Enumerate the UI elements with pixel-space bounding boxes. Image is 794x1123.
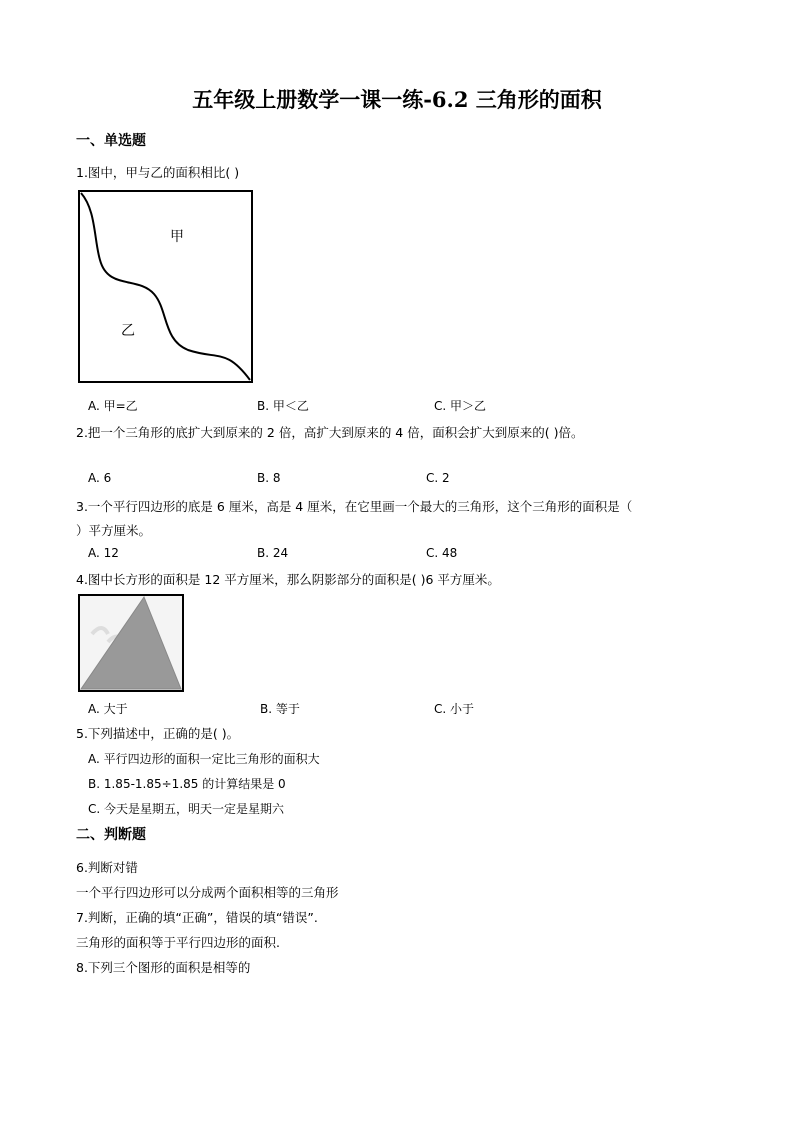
region-b-label: 乙 — [121, 323, 135, 339]
section-heading-single-choice: 一、单选题 — [76, 133, 146, 149]
question-2-text: 2.把一个三角形的底扩大到原来的 2 倍，高扩大到原来的 4 倍，面积会扩大到原来的( )倍。 — [76, 425, 584, 440]
question-1-text: 1.图中，甲与乙的面积相比( ) — [76, 165, 240, 180]
question-3-option-b[interactable]: B. 24 — [257, 546, 289, 560]
question-7-text-line1: 7.判断，正确的填“正确”，错误的填“错误”. — [76, 910, 318, 925]
question-1-option-c[interactable]: C. 甲＞乙 — [434, 399, 487, 413]
question-6-text-line1: 6.判断对错 — [76, 860, 138, 875]
page-title: 五年级上册数学一课一练-6.2 三角形的面积 — [192, 87, 602, 112]
question-3-text-line1: 3.一个平行四边形的底是 6 厘米，高是 4 厘米，在它里画一个最大的三角形，这个三角形的面积是（ — [76, 499, 633, 514]
question-7-text-line2: 三角形的面积等于平行四边形的面积. — [76, 935, 280, 950]
question-2-option-a[interactable]: A. 6 — [88, 471, 112, 485]
question-3-option-c[interactable]: C. 48 — [426, 546, 458, 560]
square-outline — [79, 191, 252, 382]
question-1-option-a[interactable]: A. 甲=乙 — [88, 399, 138, 413]
question-4-text: 4.图中长方形的面积是 12 平方厘米，那么阴影部分的面积是( )6 平方厘米。 — [76, 572, 500, 587]
question-4-option-a[interactable]: A. 大于 — [88, 702, 128, 716]
question-4-figure — [78, 594, 184, 692]
question-8-text: 8.下列三个图形的面积是相等的 — [76, 960, 251, 975]
question-6-text-line2: 一个平行四边形可以分成两个面积相等的三角形 — [76, 885, 339, 900]
question-5-option-a[interactable]: A. 平行四边形的面积一定比三角形的面积大 — [88, 752, 320, 766]
question-5-text: 5.下列描述中，正确的是( )。 — [76, 726, 240, 741]
question-2-option-c[interactable]: C. 2 — [426, 471, 450, 485]
question-3-option-a[interactable]: A. 12 — [88, 546, 119, 560]
question-4-option-b[interactable]: B. 等于 — [260, 702, 300, 716]
curve-square-diagram — [78, 190, 253, 383]
question-1-figure — [78, 190, 253, 383]
question-5-option-c[interactable]: C. 今天是星期五，明天一定是星期六 — [88, 802, 285, 816]
question-5-option-b[interactable]: B. 1.85-1.85÷1.85 的计算结果是 0 — [88, 777, 286, 791]
question-4-option-c[interactable]: C. 小于 — [434, 702, 475, 716]
question-1-option-b[interactable]: B. 甲＜乙 — [257, 399, 309, 413]
section-heading-true-false: 二、判断题 — [76, 827, 146, 843]
rectangle-triangle-diagram — [78, 594, 184, 692]
question-3-text-line2: ）平方厘米。 — [76, 523, 152, 538]
question-2-option-b[interactable]: B. 8 — [257, 471, 281, 485]
region-a-label: 甲 — [170, 229, 184, 245]
